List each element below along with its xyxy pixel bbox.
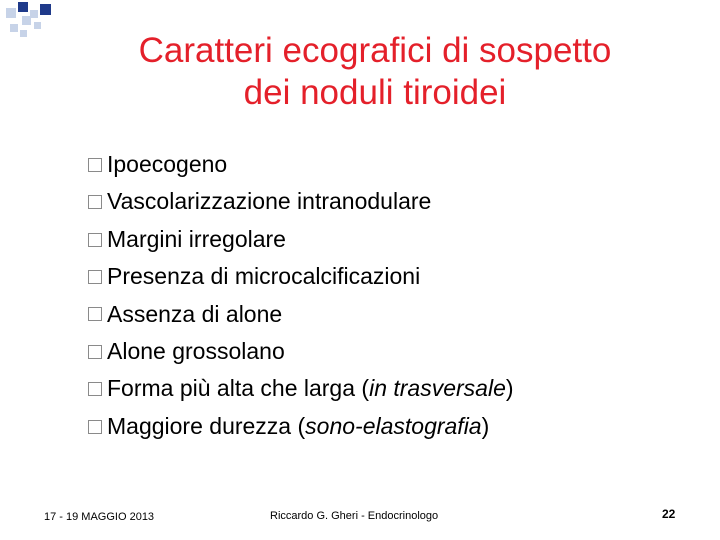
title-line-1: Caratteri ecografici di sospetto (138, 31, 612, 70)
bullet-item (88, 146, 514, 183)
bullet-text (107, 146, 227, 183)
footer-date: 17 - 19 MAGGIO 2013 (44, 511, 155, 523)
bullet-item (88, 408, 514, 445)
bullet-item (88, 258, 514, 295)
title-line-2: dei noduli tiroidei (243, 73, 507, 112)
footer-author: Riccardo G. Gheri - Endocrinologo (270, 510, 439, 522)
checkbox-bullet-icon (88, 420, 102, 434)
text-segment: Vascolarizzazione intranodulare (107, 188, 432, 215)
bullet-item (88, 183, 514, 220)
text-segment: Maggiore durezza ( (107, 412, 306, 439)
text-segment: Assenza di alone (107, 300, 283, 327)
text-segment: Alone grossolano (107, 338, 285, 365)
bullet-text (107, 221, 286, 258)
bullet-text (107, 408, 489, 445)
bullet-item (88, 333, 514, 370)
bullet-text (107, 370, 514, 407)
bullet-item (88, 296, 514, 333)
bullet-list (88, 146, 514, 445)
checkbox-bullet-icon (88, 307, 102, 321)
text-segment: Margini irregolare (107, 225, 286, 252)
bullet-item (88, 370, 514, 407)
checkbox-bullet-icon (88, 158, 102, 172)
italic-text: in trasversale (369, 375, 506, 402)
checkbox-bullet-icon (88, 270, 102, 284)
checkbox-bullet-icon (88, 345, 102, 359)
slide-title (60, 30, 690, 114)
text-segment: Presenza di microcalcificazioni (107, 263, 421, 290)
page-number: 22 (662, 507, 676, 521)
text-segment: Forma più alta che larga ( (107, 375, 370, 402)
checkbox-bullet-icon (88, 195, 102, 209)
text-segment: ) (505, 375, 514, 402)
text-segment: Ipoecogeno (107, 151, 228, 177)
bullet-item (88, 221, 514, 258)
checkbox-bullet-icon (88, 233, 102, 247)
bullet-text (107, 333, 285, 370)
bullet-text (107, 183, 431, 220)
text-segment: ) (481, 412, 490, 439)
checkbox-bullet-icon (88, 382, 102, 396)
bullet-text (107, 296, 282, 333)
bullet-text (107, 258, 420, 295)
italic-text: sono-elastografia (305, 412, 482, 439)
